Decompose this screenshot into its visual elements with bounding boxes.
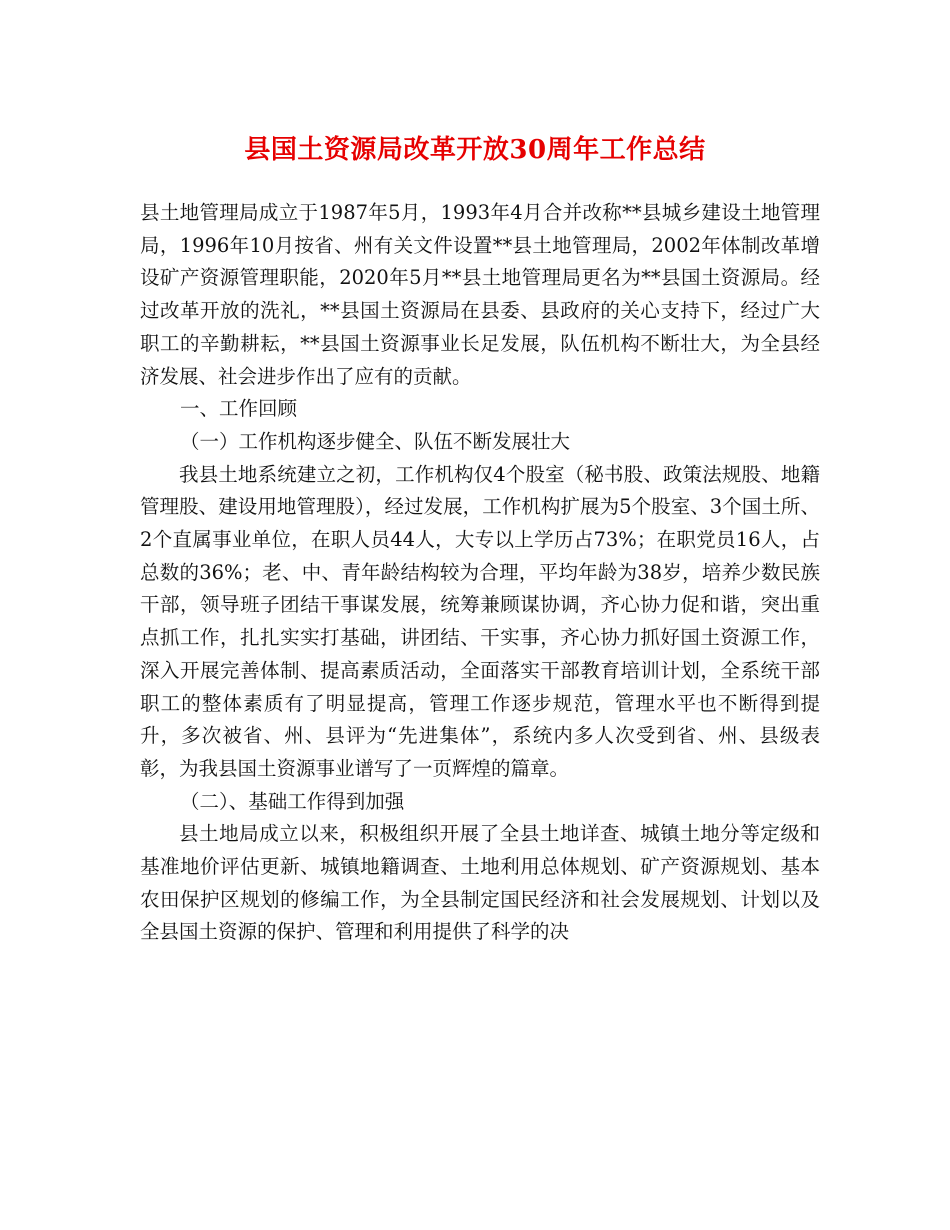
organization-paragraph: 我县土地系统建立之初，工作机构仅4个股室（秘书股、政策法规股、地籍管理股、建设用地管理股），经过发展，工作机构扩展为5个股室、3个国土所、2个直属事业单位，在职人员44人，大专以上学历占73%；在职党员16人，占总数的36%；老、中、青年龄结构较为合理，平均年龄为38岁，培养少数民族干部，领导班子团结干事谋发展，统筹兼顾谋协调，齐心协力促和谐，突出重点抓工作，扎扎实实打基础，讲团结、干实事，齐心协力抓好国土资源工作，深入开展完善体制、提高素质活动，全面落实干部教育培训计划，全系统干部职工的整体素质有了明显提高，管理工作逐步规范，管理水平也不断得到提升，多次被省、州、县评为“先进集体”，系统内多人次受到省、州、县级表彰，为我县国土资源事业谱写了一页辉煌的篇章。 — [140, 462, 820, 780]
foundation-paragraph: 县土地局成立以来，积极组织开展了全县土地详查、城镇土地分等定级和基准地价评估更新、城镇地籍调查、土地利用总体规划、矿产资源规划、基本农田保护区规划的修编工作，为全县制定国民经济和社会发展规划、计划以及全县国土资源的保护、管理和利用提供了科学的决 — [140, 822, 820, 944]
intro-paragraph: 县土地管理局成立于1987年5月，1993年4月合并改称**县城乡建设土地管理局，1996年10月按省、州有关文件设置**县土地管理局，2002年体制改革增设矿产资源管理职能，2020年5月**县土地管理局更名为**县国土资源局。经过改革开放的洗礼，**县国土资源局在县委、县政府的关心支持下，经过广大职工的辛勤耕耘，**县国土资源事业长足发展，队伍机构不断壮大，为全县经济发展、社会进步作出了应有的贡献。 — [140, 201, 820, 388]
section-heading-review: 一、工作回顾 — [180, 397, 298, 421]
subsection-heading-foundation: （二）、基础工作得到加强 — [180, 789, 405, 813]
document-title: 县国土资源局改革开放30周年工作总结 — [244, 135, 706, 165]
document-body — [140, 197, 820, 949]
subsection-heading-organization: （一）工作机构逐步健全、队伍不断发展壮大 — [180, 429, 571, 453]
